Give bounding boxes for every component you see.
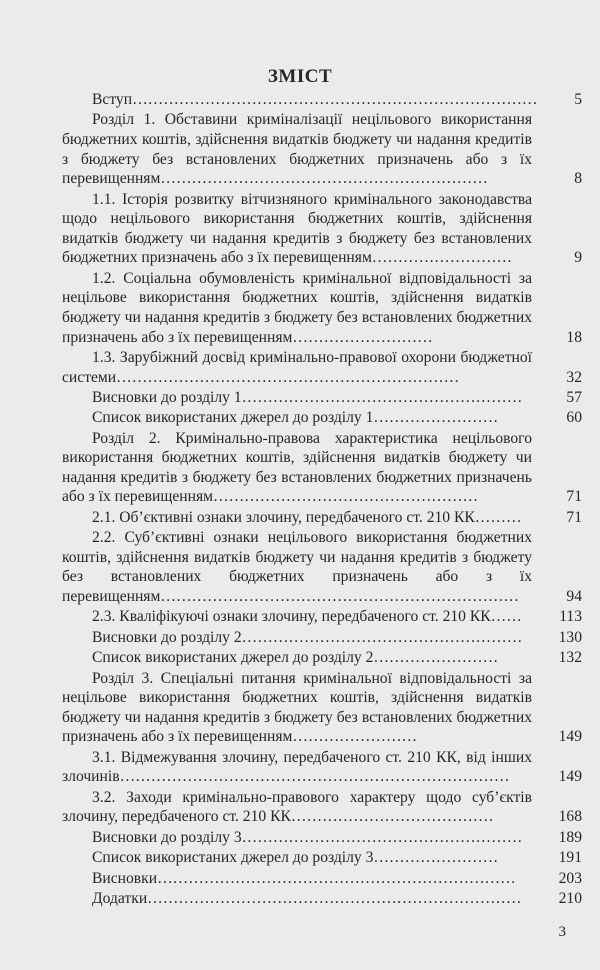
table-of-contents bbox=[62, 90, 590, 909]
toc-entry-text: 3.2. Заходи кримінально-правового характеру щодо суб’єктів злочину, передбаченого ст. 210 КК………………………………… bbox=[62, 788, 532, 826]
toc-entry bbox=[62, 848, 590, 868]
toc-entry-text: 1.1. Історія розвитку вітчизняного кримінального законодавства щодо нецільового використання бюджетних коштів, здійснення видатків бюджету чи надання кредитів з бюджету без встановлених бюджетних призначень або з їх перевищенням……………………… bbox=[62, 190, 532, 267]
toc-entry-page: 130 bbox=[558, 628, 582, 646]
toc-entry bbox=[62, 869, 590, 889]
toc-entry-text: Додатки……………………………………………………………… bbox=[92, 889, 522, 907]
toc-entry-text: Розділ 2. Кримінально-правова характеристика нецільового використання бюджетних коштів, здійснення видатків бюджету чи надання кредитів з бюджету без встановлених бюджетних призначень або з їх перевищенням…………………………………………… bbox=[62, 429, 532, 506]
toc-entry-text: Розділ 3. Спеціальні питання кримінальної відповідальності за нецільове використання бюджетних коштів, здійснення видатків бюджету чи надання кредитів з бюджету без встановлених бюджетних призначень або з їх перевищенням…………………… bbox=[62, 669, 532, 746]
toc-entry-page: 71 bbox=[566, 488, 582, 506]
toc-entry-text: Висновки…………………………………………………………… bbox=[92, 869, 516, 887]
toc-entry bbox=[62, 190, 590, 268]
toc-entry-page: 32 bbox=[566, 368, 582, 386]
toc-entry-page: 71 bbox=[566, 508, 582, 526]
toc-entry-text: 2.3. Кваліфікуючі ознаки злочину, передбаченого ст. 210 КК…… bbox=[92, 608, 522, 626]
toc-entry-page: 5 bbox=[574, 91, 582, 108]
toc-entry bbox=[62, 269, 590, 347]
toc-entry-page: 149 bbox=[558, 768, 582, 786]
toc-entry-page: 149 bbox=[558, 728, 582, 746]
toc-entry bbox=[62, 648, 590, 668]
toc-entry-page: 57 bbox=[566, 388, 582, 406]
toc-entry-text: Список використаних джерел до розділу 1…………………… bbox=[92, 409, 499, 427]
toc-title: ЗМІСТ bbox=[267, 66, 333, 87]
toc-entry bbox=[62, 408, 590, 428]
toc-entry bbox=[62, 748, 590, 787]
toc-entry-text: Висновки до розділу 3……………………………………………… bbox=[92, 828, 523, 846]
toc-entry-text: Висновки до розділу 1……………………………………………… bbox=[92, 388, 523, 406]
toc-entry bbox=[62, 90, 590, 110]
toc-entry-page: 189 bbox=[558, 828, 582, 846]
toc-entry bbox=[62, 788, 590, 827]
toc-entry-page: 210 bbox=[558, 889, 582, 907]
toc-entry bbox=[62, 508, 590, 528]
toc-entry-text: 1.3. Зарубіжний досвід кримінально-правової охорони бюджетної системи………………………………………………………… bbox=[62, 348, 532, 386]
toc-entry-text: Висновки до розділу 2……………………………………………… bbox=[92, 628, 523, 646]
toc-entry-page: 8 bbox=[574, 170, 582, 188]
toc-entry bbox=[62, 528, 590, 606]
toc-entry-text: 3.1. Відмежування злочину, передбаченого ст. 210 КК, від інших злочинів………………………………………………………………… bbox=[62, 748, 532, 786]
toc-entry-page: 60 bbox=[566, 409, 582, 427]
toc-entry bbox=[62, 669, 590, 747]
toc-entry-page: 94 bbox=[566, 588, 582, 606]
toc-entry bbox=[62, 607, 590, 627]
toc-entry-text: Вступ…………………………………………………………………… bbox=[92, 91, 538, 108]
toc-entry bbox=[62, 628, 590, 648]
toc-entry-page: 191 bbox=[558, 849, 582, 867]
toc-entry-text: 2.1. Об’єктивні ознаки злочину, передбаченого ст. 210 КК……… bbox=[92, 508, 522, 526]
toc-entry-page: 168 bbox=[558, 808, 582, 826]
toc-entry-page: 18 bbox=[566, 328, 582, 346]
toc-entry-text: 1.2. Соціальна обумовленість кримінальної відповідальності за нецільове використання бюджетних коштів, здійснення видатків бюджету чи надання кредитів з бюджету без встановлених бюджетних призначень або з їх перевищенням……………………… bbox=[62, 269, 532, 346]
toc-entry bbox=[62, 388, 590, 408]
toc-entry-page: 113 bbox=[559, 608, 582, 626]
toc-entry-text: Розділ 1. Обставини криміналізації нецільового використання бюджетних коштів, здійснення видатків бюджету чи надання кредитів з бюджету без встановлених бюджетних призначень або з їх перевищенням……………………………………………………… bbox=[62, 111, 532, 188]
toc-entry-text: Список використаних джерел до розділу 2…………………… bbox=[92, 649, 499, 667]
toc-entry-text: 2.2. Суб’єктивні ознаки нецільового використання бюджетних коштів, здійснення видатків бюджету чи надання кредитів з бюджету без встановлених бюджетних призначень або з їх перевищенням…………………………………………………………… bbox=[62, 529, 532, 606]
toc-entry-page: 9 bbox=[574, 249, 582, 267]
toc-entry bbox=[62, 110, 590, 188]
page-number: 3 bbox=[558, 924, 566, 940]
toc-entry bbox=[62, 429, 590, 507]
toc-entry-page: 132 bbox=[558, 649, 582, 667]
toc-entry bbox=[62, 828, 590, 848]
toc-entry-page: 203 bbox=[558, 869, 582, 887]
toc-entry-text: Список використаних джерел до розділу 3…………………… bbox=[92, 849, 499, 867]
toc-entry bbox=[62, 889, 590, 909]
toc-entry bbox=[62, 348, 590, 387]
